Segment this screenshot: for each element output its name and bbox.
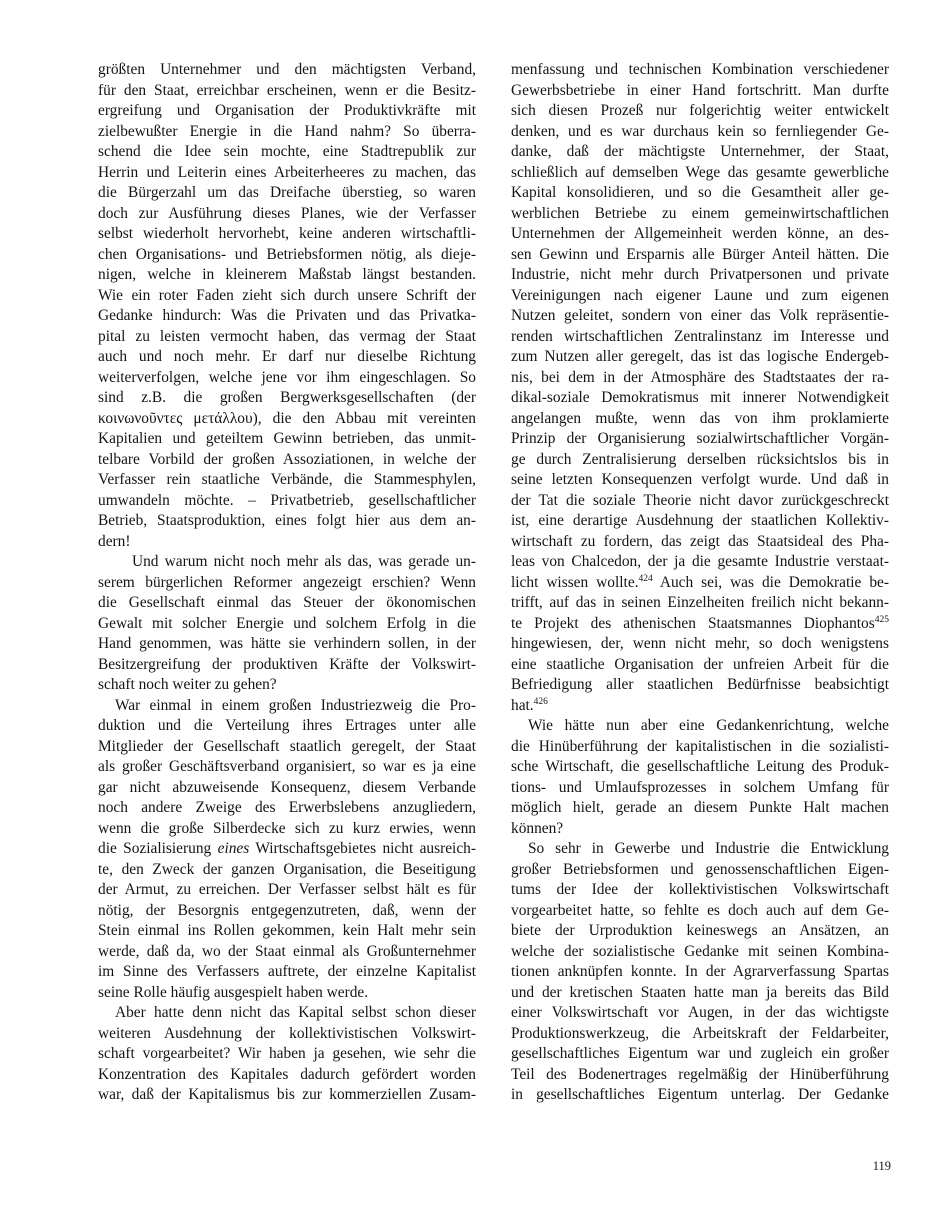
text-line: Und warum nicht noch mehr als das, was gerade un-	[132, 553, 476, 570]
text-line: umwandeln möchte. – Privatbetrieb, gesellschaftlicher	[98, 491, 476, 509]
text-line: chen Organisations- und Betriebsformen nötig, als dieje-	[98, 245, 476, 263]
paragraph	[98, 696, 476, 1004]
text-line: als großer Geschäftsverband organisiert, so war es ja eine	[98, 758, 476, 775]
text-line: danke, daß der mächtigste Unternehmer, der Staat,	[511, 143, 889, 160]
text-line: welche der sozialistische Gedanke mit seinen Kombina-	[511, 942, 889, 960]
text-line: im Sinne des Verfassers auftrete, der einzelne Kapitalist	[98, 963, 476, 980]
text-line: ergreifung und Organisation der Produktivkräfte mit	[98, 102, 476, 119]
text-line: weiterverfolgen, welche jene vor ihm eingeschlagen. So	[98, 368, 476, 386]
text-segment: licht wissen wollte.	[511, 573, 639, 591]
text-line: serem bürgerlichen Reformer angezeigt erschien? Wenn	[98, 573, 476, 591]
text-line: Befriedigung aller staatlichen Bedürfnisse beabsichtigt	[511, 676, 889, 693]
text-line: ist, eine derartige Ausdehnung der staatlichen Kollektiv-	[511, 512, 889, 529]
text-line: dikal-soziale Demokratismus mit innerer Notwendigkeit	[511, 389, 889, 406]
italic-emphasis: eines	[217, 840, 250, 857]
text-line: in gesellschaftliches Eigentum unterlag. Der Gedanke	[511, 1086, 889, 1103]
text-line: noch andere Zweige des Erwerbslebens anzugliedern,	[98, 799, 476, 816]
text-line: werblichen Betriebe zu einem gemeinwirtschaftlichen	[511, 204, 889, 222]
text-line: wenn die große Silberdecke sich zu kurz erwies, wenn	[98, 819, 476, 837]
text-line: die Hinüberführung der kapitalistischen in die sozialisti-	[511, 737, 889, 755]
text-segment: Auch sei, was die Demokratie be-	[652, 573, 889, 591]
text-line: Stein einmal ins Rollen gekommen, kein Halt mehr sein	[98, 922, 476, 939]
text-line: vorgearbeitet hatte, so fehlte es doch auch auf dem Ge-	[511, 901, 889, 919]
text-line: trifft, auf das in seinen Einzelheiten freilich nicht bekann-	[511, 594, 889, 611]
text-line: weiteren Ausdehnung der kollektivistischen Volkswirt-	[98, 1024, 476, 1042]
paragraph	[511, 839, 889, 1106]
text-line: War einmal in einem großen Industriezweig die Pro-	[115, 696, 476, 714]
text-line: biete der Urproduktion keineswegs an Ansätzen, an	[511, 922, 889, 939]
text-line: So sehr in Gewerbe und Industrie die Entwicklung	[528, 840, 889, 857]
text-line-with-footnote	[511, 696, 889, 717]
text-line: Wie hätte nun aber eine Gedankenrichtung, welche	[528, 717, 889, 734]
text-line: schaft vorgearbeitet? Wir haben ja gesehen, wie sehr die	[98, 1045, 476, 1062]
text-line: gesellschaftliches Eigentum war und zugleich ein großer	[511, 1045, 889, 1062]
text-line: leas von Chalcedon, der ja die gesamte Industrie verstaat-	[511, 553, 889, 570]
text-line: tions- und Umlaufsprozesses in solchem Umfang für	[511, 778, 889, 796]
text-line: seine Rolle häufig ausgespielt haben werde.	[98, 983, 369, 1001]
text-line: sind z.B. die großen Bergwerksgesellschaften (der	[98, 389, 476, 406]
paragraph	[98, 60, 476, 552]
text-line: für den Staat, erreichbar erscheinen, wenn er die Besitz-	[98, 81, 476, 99]
paragraph	[511, 716, 889, 839]
text-line: Prinzip der Organisierung sozialwirtschaftlicher Vorgän-	[511, 430, 889, 447]
text-line: Besitzergreifung der produktiven Kräfte der Volkswirt-	[98, 655, 476, 673]
text-line: nis, bei dem in der Atmosphäre des Stadtstaates der ra-	[511, 368, 889, 386]
text-line: Vereinigungen nach eigener Laune und zum eigenen	[511, 286, 889, 304]
text-line-with-footnote	[511, 614, 889, 635]
right-column	[511, 60, 889, 1106]
text-line: dern!	[98, 532, 131, 550]
text-line: Teil des Bodenertrages regelmäßig der Hinüberführung	[511, 1065, 889, 1083]
text-line: die Gesellschaft einmal das Steuer der ökonomischen	[98, 594, 476, 611]
text-line: können?	[511, 819, 564, 837]
text-line: telbare Vorbild der großen Assoziationen, in welche der	[98, 450, 476, 468]
text-line: tums der Idee der kollektivistischen Volkswirtschaft	[511, 881, 889, 898]
text-line: auch und noch mehr. Er darf nur dieselbe Richtung	[98, 348, 476, 365]
text-line: Gewerbsbetriebe in einer Hand fortschritt. Man durfte	[511, 81, 889, 99]
text-line: schließlich auf demselben Wege das gesamte gewerbliche	[511, 163, 889, 181]
text-line: Kapital konsolidieren, und so die Gesamtheit aller ge-	[511, 184, 889, 201]
text-line: zielbewußter Energie in die Hand nahm? So überra-	[98, 122, 476, 140]
text-line: gar nicht abzuweisende Konsequenz, diesem Verbande	[98, 778, 476, 796]
footnote-marker[interactable]: 426	[533, 696, 548, 707]
text-line: Herrin und Leiterin eines Arbeiterheeres zu machen, das	[98, 163, 476, 181]
text-line: größten Unternehmer und den mächtigsten Verband,	[98, 61, 476, 78]
paragraph	[98, 552, 476, 696]
text-line: Wie ein roter Faden zieht sich durch unsere Schrift der	[98, 286, 476, 304]
text-line: pital zu leisten vermocht haben, das vermag der Staat	[98, 327, 476, 345]
text-line: denken, und es war durchaus kein so fernliegender Ge-	[511, 122, 889, 140]
text-line: seine letzten Konsequenzen verfolgt wurde. Und daß in	[511, 471, 889, 488]
text-line: doch zur Ausführung dieses Planes, wie der Verfasser	[98, 204, 476, 222]
footnote-marker[interactable]: 424	[638, 573, 653, 584]
text-line: Kapitalien und geteiltem Gewinn betrieben, das unmit-	[98, 430, 476, 447]
text-line: nigen, welche in kleinerem Maßstab längst bestanden.	[98, 266, 476, 283]
text-line: hingewiesen, der, wenn nicht mehr, so doch wenigstens	[511, 635, 889, 652]
text-segment: hat.	[511, 696, 534, 714]
text-line: die Bürgerzahl um das Dreifache überstieg, so waren	[98, 184, 476, 201]
paragraph	[511, 60, 889, 716]
text-line: Unternehmen der Allgemeinheit werden könne, an des-	[511, 225, 889, 242]
text-line: sich diesen Prozeß nur folgerichtig weiter entwickelt	[511, 102, 889, 119]
text-line: Nutzen geleitet, sondern von einer das Volk repräsentie-	[511, 307, 889, 324]
text-line: sen Gewinn und Ersparnis alle Bürger Anteil hätten. Die	[511, 245, 889, 263]
text-line: Gedanke hindurch: Was die Privaten und das Privatka-	[98, 307, 476, 324]
footnote-marker[interactable]: 425	[874, 614, 889, 625]
left-column	[98, 60, 476, 1106]
text-line-italic-mixed: die Sozialisierung eines Wirtschaftsgebietes nicht ausreich-	[98, 840, 476, 857]
text-segment: te Projekt des athenischen Staatsmannes Diophantos	[511, 614, 875, 632]
text-line: schaft noch weiter zu gehen?	[98, 676, 277, 693]
text-line: und der kretischen Staaten hatte man ja bereits das Bild	[511, 983, 889, 1001]
text-line: Gewalt mit solcher Energie und solchem Erfolg in die	[98, 614, 476, 632]
text-line: möglich hielt, gerade an diesem Punkte Halt machen	[511, 799, 889, 816]
text-line: κοινωνοῦντες μετάλλου), die den Abbau mit vereinten	[98, 409, 476, 427]
text-line: duktion und die Verteilung ihres Ertrages unter alle	[98, 717, 476, 734]
paragraph	[98, 1003, 476, 1106]
text-line: Betrieb, Staatsproduktion, eines folgt hier aus dem an-	[98, 512, 476, 529]
page-number: 119	[872, 1159, 891, 1173]
text-line: menfassung und technischen Kombination verschiedener	[511, 61, 889, 78]
text-line: renden wirtschaftlichen Zentralinstanz im Interesse und	[511, 327, 889, 345]
text-line: Produktionswerkzeug, die Arbeitskraft der Feldarbeiter,	[511, 1024, 889, 1042]
text-line: angelangen mußte, wenn das von ihm proklamierte	[511, 409, 889, 427]
text-line: Mitglieder der Gesellschaft staatlich geregelt, der Staat	[98, 737, 476, 755]
text-line: tionen anknüpfen konnte. In der Agrarverfassung Spartas	[511, 963, 889, 980]
text-line: Hand genommen, was hätte sie verhindern sollen, in der	[98, 635, 476, 652]
text-line: nötig, der Besorgnis entgegenzutreten, daß, wenn der	[98, 901, 476, 919]
text-line: selbst wiederholt hervorhebt, keine anderen wirtschaftli-	[98, 225, 476, 242]
text-line: Konzentration des Kapitales dadurch gefördert worden	[98, 1065, 476, 1083]
text-line: Aber hatte denn nicht das Kapital selbst schon dieser	[115, 1004, 476, 1021]
text-line: zum Nutzen aller geregelt, das ist das logische Endergeb-	[511, 348, 889, 365]
text-line: werde, daß da, wo der Staat einmal als Großunternehmer	[98, 942, 476, 960]
text-line: war, daß der Kapitalismus bis zur kommerziellen Zusam-	[98, 1086, 476, 1103]
text-line: der Tat die soziale Theorie nicht davor zurückgeschreckt	[511, 491, 889, 509]
text-line: Industrie, nicht mehr durch Privatpersonen und private	[511, 266, 889, 283]
text-line: schend die Idee sein mochte, eine Stadtrepublik zur	[98, 143, 476, 160]
text-line: wirtschaft zu fordern, das zeigt das Staatsideal des Pha-	[511, 532, 889, 550]
text-line: Verfasser rein staatliche Verbände, die Stammesphylen,	[98, 471, 476, 488]
text-line: sche Wirtschaft, die gesellschaftliche Leitung des Produk-	[511, 758, 889, 775]
text-line: eine staatliche Organisation der unfreien Arbeit für die	[511, 655, 889, 673]
text-line: einer Volkswirtschaft vor Augen, in der das wichtigste	[511, 1004, 889, 1021]
text-line: te, den Zweck der ganzen Organisation, die Beseitigung	[98, 860, 476, 878]
text-line: der Armut, zu erreichen. Der Verfasser selbst hält es für	[98, 881, 476, 898]
text-line: ge durch Zentralisierung derselben rücksichtslos bis in	[511, 450, 889, 468]
text-line: großer Betriebsformen und genossenschaftlichen Eigen-	[511, 860, 889, 878]
text-line-with-footnote	[511, 573, 889, 594]
